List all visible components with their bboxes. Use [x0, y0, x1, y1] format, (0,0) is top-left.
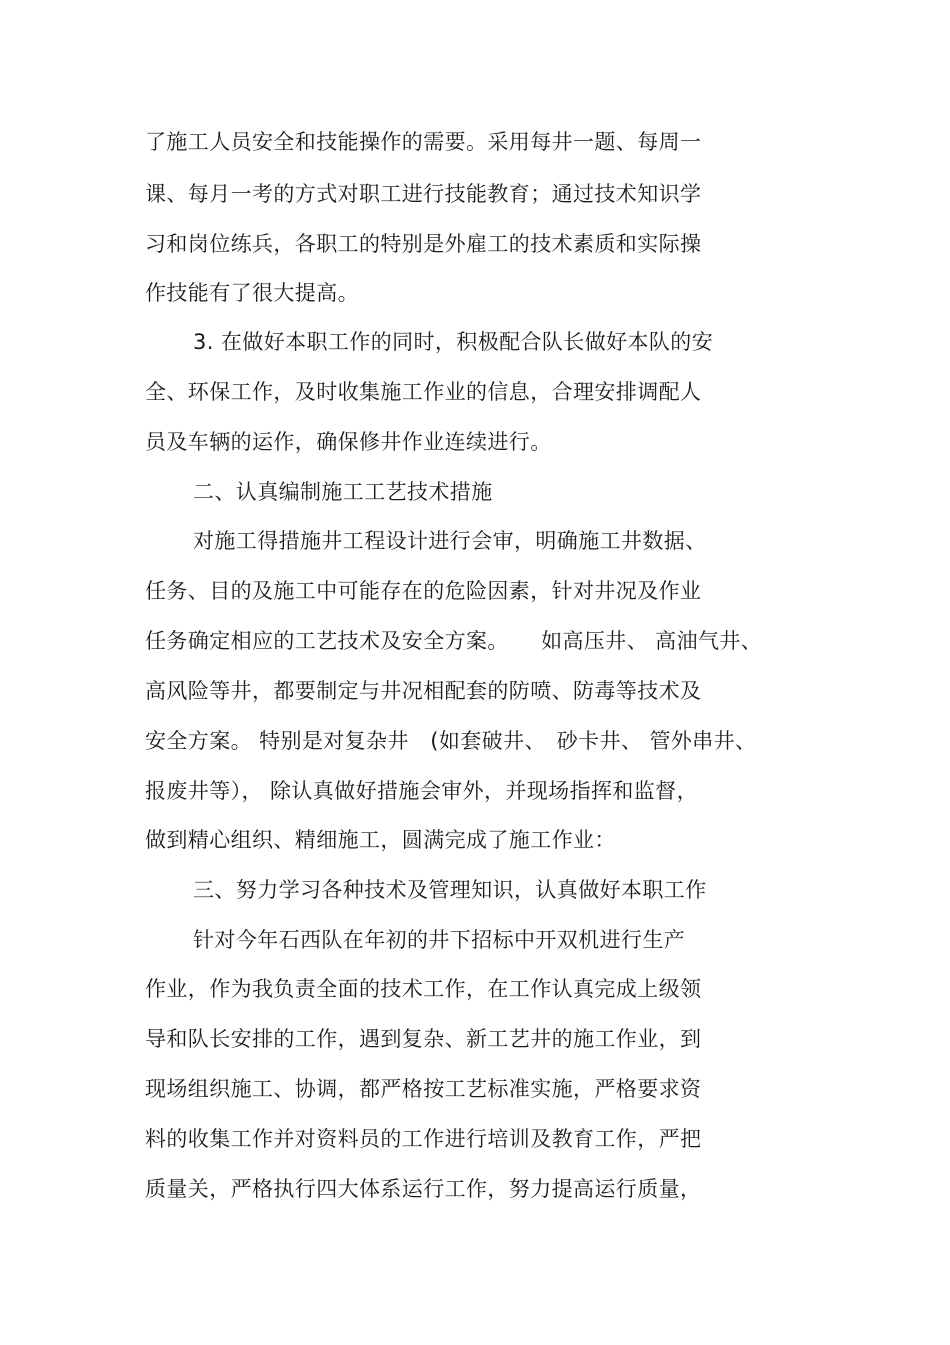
text-line: 全、环保工作，及时收集施工作业的信息，合理安排调配人 [145, 380, 702, 404]
text-line: 做到精心组织、精细施工，圆满完成了施工作业： [145, 828, 616, 852]
text-line: 员及车辆的运作，确保修井作业连续进行。 [145, 430, 552, 454]
text-line: 任务确定相应的工艺技术及安全方案。 如高压井、 高油气井、 [145, 629, 763, 653]
text-line: 料的收集工作并对资料员的工作进行培训及教育工作，严把 [145, 1127, 702, 1151]
text-line: 针对今年石西队在年初的井下招标中开双机进行生产 [193, 928, 686, 952]
text-line: 任务、目的及施工中可能存在的危险因素，针对井况及作业 [145, 579, 702, 603]
text-line: 安全方案。 特别是对复杂井 (如套破井、 砂卡井、 管外串井、 [145, 729, 757, 753]
text-line: 高风险等井，都要制定与井况相配套的防喷、防毒等技术及 [145, 679, 702, 703]
text-line: 质量关，严格执行四大体系运行工作，努力提高运行质量， [145, 1177, 702, 1201]
text-line: 3. 在做好本职工作的同时，积极配合队长做好本队的安 [193, 330, 714, 354]
section-heading: 二、认真编制施工工艺技术措施 [193, 480, 493, 504]
text-line: 对施工得措施井工程设计进行会审，明确施工井数据、 [193, 529, 707, 553]
text-line: 了施工人员安全和技能操作的需要。采用每井一题、每周一 [145, 130, 702, 154]
text-line: 导和队长安排的工作，遇到复杂、新工艺井的施工作业，到 [145, 1027, 702, 1051]
text-line: 报废井等）， 除认真做好措施会审外，并现场指挥和监督， [145, 779, 698, 803]
text-line: 现场组织施工、协调，都严格按工艺标准实施，严格要求资 [145, 1077, 702, 1101]
text-line: 作业，作为我负责全面的技术工作，在工作认真完成上级领 [145, 977, 702, 1001]
section-heading: 三、努力学习各种技术及管理知识，认真做好本职工作 [193, 878, 707, 902]
text-line: 习和岗位练兵，各职工的特别是外雇工的技术素质和实际操 [145, 232, 702, 256]
text-line: 课、每月一考的方式对职工进行技能教育；通过技术知识学 [145, 182, 702, 206]
text-line: 作技能有了很大提高。 [145, 281, 359, 305]
